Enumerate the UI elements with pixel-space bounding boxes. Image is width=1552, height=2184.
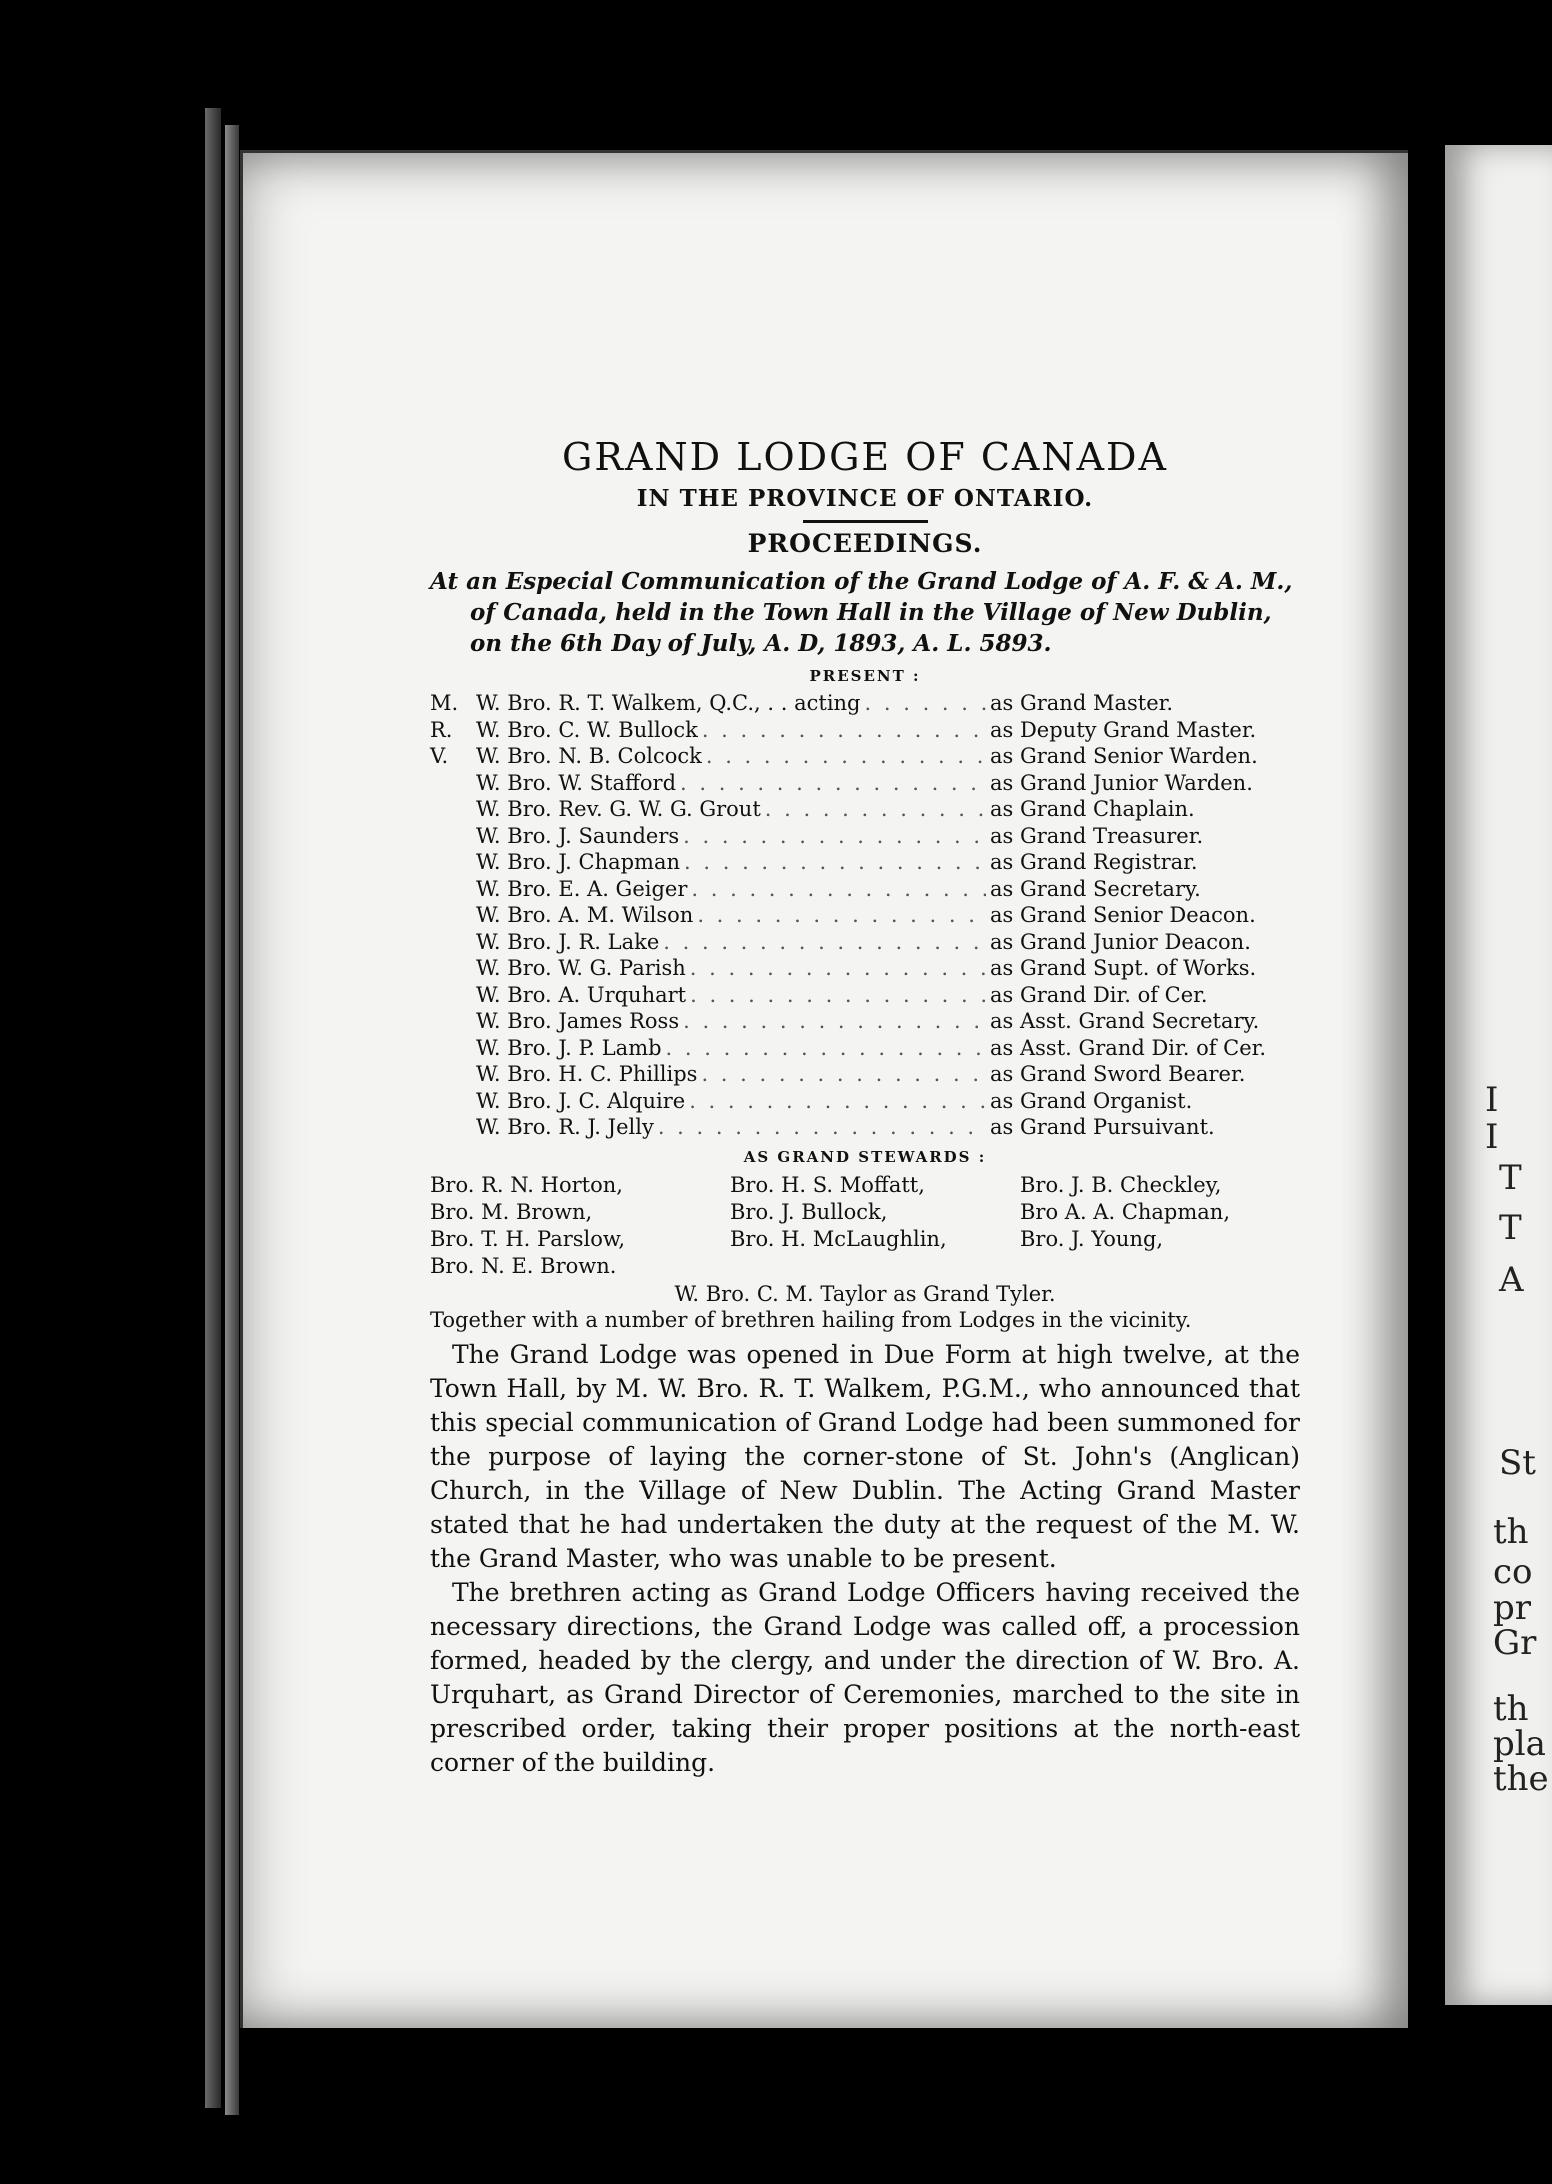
officer-role: as Grand Treasurer. xyxy=(990,823,1204,848)
dot-leader xyxy=(697,903,986,927)
officer-name: W. Bro. James Ross xyxy=(476,1009,680,1033)
officer-name: W. Bro. J. R. Lake xyxy=(476,929,660,954)
officer-row xyxy=(430,983,1300,1010)
steward-name: Bro. M. Brown, xyxy=(430,1199,593,1224)
officer-row xyxy=(430,771,1300,798)
officer-rank: V. xyxy=(430,744,449,768)
officer-role: as Grand Sword Bearer. xyxy=(990,1062,1246,1086)
right-page-text: th xyxy=(1493,1689,1529,1729)
officer-name: W. Bro. A. Urquhart xyxy=(476,982,687,1007)
dot-leader xyxy=(765,797,986,821)
dot-leader xyxy=(706,744,986,768)
officer-role: as Grand Organist. xyxy=(990,1088,1193,1113)
officer-row xyxy=(430,1089,1300,1116)
steward-name: Bro. J. Young, xyxy=(1020,1226,1164,1251)
officer-row xyxy=(430,797,1300,824)
officer-role: as Deputy Grand Master. xyxy=(990,717,1257,742)
officer-row xyxy=(430,903,1300,930)
officer-role: as Grand Chaplain. xyxy=(990,797,1195,821)
officer-row xyxy=(430,877,1300,904)
officer-row xyxy=(430,744,1300,771)
paragraph-procession: The brethren acting as Grand Lodge Officers having received the necessary directions, the Grand Lodge was called off, a procession formed, headed by the clergy, and under the direction of W. Bro. A. Urquhart, as Grand Director of Ceremonies, marched to the site in prescribed order, taking their proper positions at the north-east corner of the building. xyxy=(430,1577,1300,1777)
officer-row xyxy=(430,1009,1300,1036)
right-page-text: I xyxy=(1485,1080,1499,1120)
officer-name: W. Bro. J. Chapman xyxy=(476,850,681,874)
officer-name: W. Bro. Rev. G. W. G. Grout xyxy=(476,797,761,821)
right-page-text: Gr xyxy=(1493,1623,1537,1663)
officer-row xyxy=(430,824,1300,851)
officer-name: W. Bro. W. G. Parish xyxy=(476,956,686,980)
officer-row xyxy=(430,1062,1300,1089)
right-page-text: co xyxy=(1493,1552,1533,1592)
steward-name: Bro. J. Bullock, xyxy=(730,1199,888,1224)
officer-role: as Asst. Grand Secretary. xyxy=(990,1009,1260,1033)
dot-leader xyxy=(702,718,986,742)
left-page-edge xyxy=(205,108,221,2108)
stewards-list xyxy=(430,1172,1300,1280)
officer-row xyxy=(430,956,1300,983)
steward-name xyxy=(1020,1253,1280,1280)
right-page-text: St xyxy=(1499,1443,1536,1483)
paragraph-opening: The Grand Lodge was opened in Due Form at high twelve, at the Town Hall, by M. W. Bro. R. T. Walkem, P.G.M., who announced that this special communication of Grand Lodge had been summoned for the purpose of laying the corner-stone of St. John's (Anglican) Church, in the Village of New Dublin. The Acting Grand Master stated that he had undertaken the duty at the request of the M. W. the Grand Master, who was unable to be present. xyxy=(430,1339,1300,1573)
document-subtitle: IN THE PROVINCE OF ONTARIO. xyxy=(636,485,1094,512)
steward-name: Bro A. A. Chapman, xyxy=(1020,1199,1231,1224)
officer-name: W. Bro. J. C. Alquire xyxy=(476,1088,686,1113)
document-title: GRAND LODGE OF CANADA xyxy=(562,435,1168,479)
officer-row xyxy=(430,930,1300,957)
officers-list xyxy=(430,691,1300,1142)
right-page-text: the xyxy=(1493,1759,1549,1799)
officer-row xyxy=(430,691,1300,718)
officer-row xyxy=(430,1036,1300,1063)
steward-name xyxy=(730,1253,1020,1280)
officer-name: W. Bro. R. J. Jelly xyxy=(476,1115,654,1139)
dot-leader xyxy=(680,771,986,795)
officer-row xyxy=(430,718,1300,745)
officer-rank: M. xyxy=(430,691,459,715)
intro-text: At an Especial Communication of the Grand Lodge of A. F. & A. M., of Canada, held in the Town Hall in the Village of New Dublin, on the 6th Day of July, A. D, 1893, A. L. 5893. xyxy=(430,568,1293,657)
right-page-text: T xyxy=(1499,1158,1522,1198)
dot-leader xyxy=(663,930,986,954)
officer-role: as Grand Senior Deacon. xyxy=(990,903,1256,927)
officer-role: as Grand Supt. of Works. xyxy=(990,956,1257,980)
officer-role: as Grand Junior Warden. xyxy=(990,770,1253,795)
title-rule xyxy=(803,520,928,523)
steward-name: Bro. H. S. Moffatt, xyxy=(730,1172,925,1197)
officer-row xyxy=(430,850,1300,877)
right-page-text: A xyxy=(1499,1260,1524,1300)
right-page-text: th xyxy=(1493,1512,1529,1552)
together-line: Together with a number of brethren hailing from Lodges in the vicinity. xyxy=(430,1307,1192,1332)
steward-name: Bro. T. H. Parslow, xyxy=(430,1226,626,1251)
officer-name: W. Bro. N. B. Colcock xyxy=(476,744,702,768)
dot-leader xyxy=(683,824,986,848)
right-page-text: T xyxy=(1499,1208,1522,1248)
dot-leader xyxy=(689,1089,986,1113)
officer-rank: R. xyxy=(430,717,453,742)
right-page-text: pla xyxy=(1493,1724,1546,1764)
dot-leader xyxy=(690,956,986,980)
officer-name: W. Bro. E. A. Geiger xyxy=(476,876,688,901)
officer-name: W. Bro. C. W. Bullock xyxy=(476,717,698,742)
officer-role: as Grand Master. xyxy=(990,691,1174,715)
dot-leader xyxy=(701,1062,986,1086)
left-page-edge-inner xyxy=(225,125,239,2115)
steward-name: Bro. N. E. Brown. xyxy=(430,1253,617,1278)
officer-row xyxy=(430,1115,1300,1142)
dot-leader xyxy=(666,1036,986,1060)
dot-leader xyxy=(658,1115,986,1139)
right-page-text: pr xyxy=(1493,1588,1532,1628)
officer-role: as Grand Registrar. xyxy=(990,850,1198,874)
dot-leader xyxy=(690,983,986,1007)
officer-name: W. Bro. H. C. Phillips xyxy=(476,1062,698,1086)
page-content xyxy=(430,435,1300,1780)
officer-role: as Grand Secretary. xyxy=(990,876,1201,901)
steward-name: Bro. J. B. Checkley, xyxy=(1020,1172,1222,1197)
tyler-line: W. Bro. C. M. Taylor as Grand Tyler. xyxy=(674,1281,1056,1306)
right-page-text: I xyxy=(1485,1117,1499,1157)
stewards-label: AS GRAND STEWARDS : xyxy=(743,1147,987,1166)
dot-leader xyxy=(865,691,986,715)
officer-role: as Grand Pursuivant. xyxy=(990,1115,1215,1139)
officer-name: W. Bro. J. Saunders xyxy=(476,823,680,848)
officer-role: as Grand Senior Warden. xyxy=(990,744,1258,768)
officer-name: W. Bro. A. M. Wilson xyxy=(476,903,694,927)
officer-name: W. Bro. J. P. Lamb xyxy=(476,1035,662,1060)
dot-leader xyxy=(683,1009,986,1033)
officer-role: as Grand Junior Deacon. xyxy=(990,929,1251,954)
officer-name: W. Bro. W. Stafford xyxy=(476,770,677,795)
steward-name: Bro. H. McLaughlin, xyxy=(730,1226,947,1251)
adjacent-page-fragment xyxy=(1445,145,1552,2005)
officer-name: W. Bro. R. T. Walkem, Q.C., . . acting xyxy=(476,691,861,715)
present-label: PRESENT : xyxy=(809,667,921,685)
dot-leader xyxy=(691,877,986,901)
section-heading: PROCEEDINGS. xyxy=(747,529,983,558)
officer-role: as Grand Dir. of Cer. xyxy=(990,982,1208,1007)
dot-leader xyxy=(684,850,986,874)
steward-name: Bro. R. N. Horton, xyxy=(430,1172,623,1197)
officer-role: as Asst. Grand Dir. of Cer. xyxy=(990,1035,1267,1060)
scan-border xyxy=(0,0,1552,110)
